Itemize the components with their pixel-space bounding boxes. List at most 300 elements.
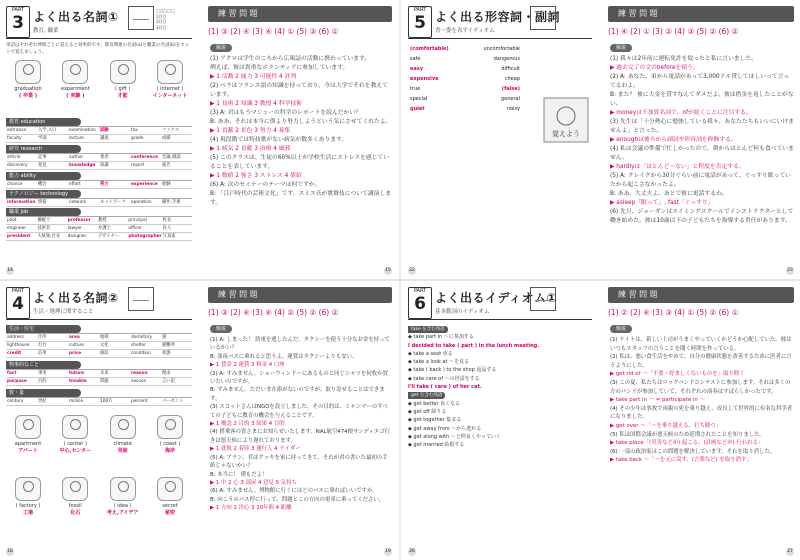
choices-line: ▶ 1 活動 2 能力 3 可能性 4 評判: [210, 74, 297, 80]
exercise-header: 練 習 問 題: [208, 6, 392, 22]
explanation-line: (5) A: クレイグから30分ぐらい前に電話があって、ぐっすり眠っていたから起こさなかったよ。: [610, 173, 791, 188]
internet-illustration: [157, 60, 183, 84]
picture-word: climate: [113, 441, 132, 447]
note-illustration: [536, 94, 594, 150]
vocab-meaning: 知識: [99, 162, 130, 170]
page-part6-idioms: [402, 281, 598, 560]
vocab-word: price: [68, 350, 99, 358]
checklist-item: □□□□□: [156, 8, 175, 13]
checklist-item: 2回目: [156, 19, 167, 24]
hint-line: ▶ asleep「眠って」, fast「ぐっすり」: [610, 200, 714, 206]
hint-line: ▶ get rid of ～「不要・好ましくないものを」取り除く: [610, 371, 745, 378]
explanation-line: (4) その少年は事故で両親の死を乗り越え、成長して世界的に有名な科学者になりました。: [610, 405, 793, 421]
vocab-meaning: 写真家: [162, 233, 192, 241]
vocab-meaning: 操作,手術: [161, 199, 192, 207]
hint-line: ▶ moneyは不加算名詞で、ofが続くことに注目する。: [610, 110, 752, 116]
page-number: 19: [385, 549, 391, 554]
explanation-line: (4) 現段階では特技歌がない病気が数多くあります。: [210, 137, 348, 143]
picture-word: ( coast ): [159, 441, 181, 447]
vocab-meaning: デザイナー: [97, 233, 127, 241]
vocab-meaning: 著者: [99, 154, 130, 162]
vocab-meaning: 世紀: [37, 398, 68, 406]
page-part5-adjectives: [402, 0, 598, 279]
page-number: 27: [787, 549, 793, 554]
vocab-grid: [6, 216, 192, 241]
vocab-meaning: 100万: [99, 398, 130, 406]
gift-illustration: [110, 60, 136, 84]
explanation-line: (2) A: すみません。ショーウィンドーにあるものと同じシャツを何枚か買いたいのですが。: [210, 370, 388, 386]
vocab-meaning: 発見: [37, 162, 68, 170]
picture-answer: 才能: [117, 93, 128, 99]
choices-line: ▶ 1 就航 2 着陸 3 運行人 4 ライダー: [210, 446, 301, 453]
vocab-word: president: [6, 233, 36, 241]
explanation-line: (4) 私は会議の準備で忙しかったので、朝からほとんど何も食べていません。: [610, 146, 794, 161]
vocab-meaning: 情報: [37, 199, 68, 207]
page-number: 14: [7, 268, 13, 273]
part-number: 5: [414, 13, 426, 33]
idiom-example: I'll take ( care ) of her cat.: [408, 384, 482, 391]
hint-line: ▶ take back ～「～を元に戻す、(言葉など) を取り消す」: [610, 457, 752, 464]
vocab-section: [6, 172, 192, 189]
page-number: 22: [409, 268, 415, 273]
explanation-body: [210, 55, 392, 208]
vocab-meaning: 住所: [37, 334, 68, 342]
explanation-line: (6) A: 次のセミナーのテーマは何ですか。: [210, 182, 321, 188]
picture-card: [148, 415, 192, 454]
vocab-section: [6, 325, 192, 358]
vocab-grid: [6, 126, 192, 143]
picture-card: [101, 60, 145, 99]
explanation-body: [610, 55, 794, 226]
vocab-section: [6, 190, 192, 207]
vocab-meaning: 経験: [161, 181, 192, 189]
vocab-word: examination: [68, 127, 99, 135]
vocab-section: [6, 145, 192, 170]
page-subtitle: 基本動詞のイディオム: [435, 309, 490, 315]
vocab-word: chance: [6, 181, 37, 189]
vocab-meaning: 技術者: [36, 225, 66, 233]
vocab-word: author: [68, 154, 99, 162]
explanation-line: (4) 搭乗客の皆さまにお知らせいたします。NAL航空474便サンディエゴ行きは悪天候により遅れております。: [210, 429, 391, 444]
factory-illustration: [15, 477, 41, 501]
vocab-word: grade: [130, 135, 161, 143]
picture-card: [53, 477, 97, 516]
vocab-word: lecture: [68, 135, 99, 143]
vocab-word: condition: [130, 350, 161, 358]
vocab-word: shelter: [130, 342, 161, 350]
antonym-pair: [410, 44, 520, 54]
vocab-word: dormitory: [130, 334, 161, 342]
vocab-meaning: 教授: [97, 217, 127, 225]
vocab-word: entrance: [6, 127, 37, 135]
picture-card: [6, 60, 50, 99]
adjective: (comfortable): [410, 46, 449, 52]
explanation-line: (1) A: しまった！ 終電を逃したんだ。タクシーを使う十分なお金を持っているかい？: [210, 337, 390, 352]
check-box[interactable]: [128, 6, 154, 30]
vocab-grid: [6, 180, 192, 189]
idea-illustration: [110, 477, 136, 501]
exercise-header: 練 習 問 題: [608, 6, 794, 22]
page-number: 18: [7, 549, 13, 554]
picture-row: [6, 415, 192, 454]
explanation-line: (2) A: あなた、弟から電話があって3,000ドル貸してほしいって言ってるわよ。: [610, 74, 790, 89]
idiom-entry: ◆ get away from ～から逃れる: [408, 425, 482, 432]
vocab-word: purpose: [6, 378, 37, 386]
header-rule: [6, 319, 192, 320]
antonym-pair: [410, 104, 520, 114]
vocab-meaning: 寮: [161, 334, 192, 342]
vocab-word: article: [6, 154, 37, 162]
vocab-meaning: 役人: [162, 225, 192, 233]
check-box[interactable]: [128, 287, 154, 311]
picture-answer: ( 実験 ): [66, 93, 85, 99]
vocab-grid: [6, 153, 192, 170]
vocab-meaning: 会議,相談: [161, 154, 192, 162]
explanation-line: (1) 我々は2年前に運転免許を取ったと私に言いました。: [610, 56, 758, 62]
explanation-line: B: すみません。ただいま在庫がないのですが、取り寄せることはできます。: [210, 387, 385, 402]
answer-key: (1) ③ (2) ④ (3) ④ (4) ② (5) ② (6) ②: [208, 308, 339, 317]
choices-line: ▶ 1 数値 2 強さ 3 ストレス 4 債給: [210, 173, 302, 179]
page-subtitle: 教育, 職業: [33, 28, 59, 34]
apartment-illustration: [15, 415, 41, 439]
vocab-grid: [6, 397, 192, 406]
vocab-section: [6, 361, 192, 386]
section-heading: 職業 job: [6, 208, 81, 216]
adjective: special: [410, 96, 428, 102]
vocab-meaning: 校長: [162, 217, 192, 225]
part-label: PART: [11, 7, 25, 13]
vocab-grid: [6, 369, 192, 386]
hint-line: ▶ 過去完了の文のbeforeを使う。: [610, 65, 699, 71]
adjective: expensive: [410, 76, 439, 82]
picture-answer: 海岸: [164, 448, 175, 454]
section-heading: 教育 education: [6, 118, 81, 126]
vocab-meaning: 講義: [99, 135, 130, 143]
explanation-body: [610, 336, 794, 465]
antonym-pair: [410, 94, 520, 104]
vocab-word: principal: [127, 217, 161, 225]
section-heading: 研究 research: [6, 145, 81, 153]
picture-word: ( center ): [63, 441, 87, 447]
vocab-meaning: 努力: [99, 181, 130, 189]
idiom-entry: ◆ take a seat 座る: [408, 350, 453, 357]
picture-word: apartment: [14, 441, 42, 447]
explanation-body: [210, 336, 392, 513]
explanation-line: (5) 私は国際会議が悪天候のため延期されたことを知りました。: [610, 431, 765, 438]
antonym-pairs: [410, 44, 520, 114]
checklist-item: 1回目: [156, 13, 167, 19]
picture-word: ( idea ): [113, 503, 132, 509]
page-title: よく出る名詞②: [33, 291, 119, 305]
explanation-line: (3) スコットさんはNGOを設立しました。その目的は、ミャンマーのすべての子どもに教育の機会を与えることです。: [210, 404, 388, 419]
vocab-meaning: 機会: [37, 181, 68, 189]
idiom-entry: ◆ get off 降りる: [408, 408, 447, 415]
review-checklist: [156, 8, 192, 30]
choices-line: ▶ 1 概念 2 目的 3 結果 4 目的: [210, 421, 285, 428]
explanation-line: B: 向こうのバス停に行って、問題とこの方向の電車に乗ってください。: [210, 496, 385, 503]
explanation-line: B: ああ、それは本当に僕より努力しようという気にさせてくれたよ。: [210, 119, 392, 125]
section-heading: 数・量: [6, 389, 81, 397]
vocab-word: excuse: [130, 378, 161, 386]
vocab-meaning: 避難所: [161, 342, 192, 350]
antonym: dangerous: [493, 56, 520, 62]
note-label: 覚えよう: [552, 130, 580, 138]
antonym: uncomfortable: [483, 46, 520, 52]
fossil-illustration: [62, 477, 88, 501]
vocab-meaning: 試験: [99, 127, 130, 135]
vocab-word: reason: [130, 370, 161, 378]
vocab-word: pilot: [6, 217, 36, 225]
header-rule: [6, 38, 192, 39]
page-part4-vocab: [0, 281, 198, 560]
vocab-meaning: 言い訳: [161, 378, 192, 386]
idiom-entry: ◆ get together 集まる: [408, 417, 462, 424]
vocab-word: information: [7, 200, 36, 205]
choices-line: ▶ 1 賃金 2 運賃 3 料金 4 口座: [210, 362, 285, 369]
vocab-word: faculty: [6, 135, 37, 143]
vocab-word: operation: [130, 199, 161, 207]
idiom-entry: ◆ get along with ～と仲良くやっていく: [408, 433, 501, 440]
vocab-word: future: [68, 370, 99, 378]
part-label: PART: [413, 288, 427, 294]
vocab-meaning: 操縦士: [36, 217, 66, 225]
vocab-meaning: 入学,入口: [37, 127, 68, 135]
vocab-word: address: [6, 334, 37, 342]
check-box[interactable]: [530, 6, 556, 30]
center-illustration: [62, 415, 88, 439]
vocab-meaning: 文化: [99, 342, 130, 350]
vocab-meaning: 報告: [161, 162, 192, 170]
vocab-meaning: 学部: [37, 135, 68, 143]
vocab-word: experience: [130, 181, 161, 189]
experiment-illustration: [62, 60, 88, 84]
vocab-word: trouble: [68, 378, 99, 386]
page-number: 15: [385, 268, 391, 273]
antonym: (false): [501, 86, 520, 92]
picture-answer: 秘密: [164, 510, 175, 516]
antonym: difficult: [501, 66, 520, 72]
antonym-pair: [410, 64, 520, 74]
idiom-entry: ◆ take part in ～に参加する: [408, 334, 474, 341]
antonym-pair: [410, 74, 520, 84]
picture-card: [148, 60, 192, 99]
explanation-line: (6) A: すみません。博物館に行くにはどのバスに乗ればいいですか。: [210, 488, 378, 495]
vocab-grid: [6, 198, 192, 207]
section-heading: テクノロジー technology: [6, 190, 81, 198]
vocab-section: [6, 208, 192, 241]
idiom-group-heading: get を含む熟語: [408, 392, 445, 399]
picture-card: [101, 415, 145, 454]
vocab-meaning: 信用: [37, 350, 68, 358]
page-subtitle: 書～姿を表すイディオム: [435, 28, 495, 34]
hint-line: ▶ get over ～「～を乗り越える、打ち勝つ」: [610, 422, 722, 429]
explanation-label: 解説: [210, 44, 232, 52]
part-tag: [6, 287, 30, 319]
choices-line: ▶ 1 中 2 心 3 部屋 4 意見 5 気持ち: [210, 479, 297, 486]
part-tag: [408, 6, 432, 38]
vocab-word: officer: [127, 225, 161, 233]
climate-illustration: [110, 415, 136, 439]
part-number: 6: [414, 294, 426, 314]
vocab-meaning: 記事: [37, 154, 68, 162]
picture-card: [101, 477, 145, 516]
adjective: safe: [410, 56, 421, 62]
picture-card: [6, 415, 50, 454]
vocab-word: percent: [130, 398, 161, 406]
antonym: cheap: [504, 76, 520, 82]
hint-line: ▶ take part in ～ = participate in ～: [610, 397, 705, 404]
choices-line: ▶ 1 貢献 2 景色 3 努力 4 募集: [210, 128, 291, 134]
part-tag: [408, 287, 432, 319]
vocab-meaning: パーセント: [161, 398, 192, 406]
vocab-word: lighthouse: [6, 342, 37, 350]
picture-answer: アパート: [18, 448, 38, 454]
part-number: 3: [12, 13, 24, 33]
exercise-header: 練 習 問 題: [608, 287, 794, 303]
header-rule: [408, 319, 592, 320]
explanation-line: (2) 私は、悪い食生活をやめて、自分の健康状態を改善するために医者に言うようにした。: [610, 354, 792, 369]
vocab-word: credit: [6, 350, 37, 358]
picture-card: [6, 477, 50, 516]
coast-illustration: [157, 415, 183, 439]
vocab-meaning: 灯台: [37, 342, 68, 350]
page-title: よく出る形容詞・副詞: [435, 10, 561, 24]
vocab-word: engineer: [6, 225, 36, 233]
intro-text: 単語はそれぞれ仲間ごとに覚えると効率的です。教育関連の名詞(a)と職業の名詞(b)をセットで覚えましょう。: [6, 43, 190, 55]
vocab-meaning: ファクス: [161, 127, 192, 135]
explanation-line: B: 深夜バスに乗れると思うよ。運賃はタクシーよりも安い。: [210, 353, 358, 360]
idiom-example: I decided to take ( part ) in the lunch meeting.: [408, 342, 540, 349]
picture-card: [53, 415, 97, 454]
explanation-line: B: 「江戸時代の芸術文化」です。スミス氏が歌舞伎について講演します。: [210, 191, 392, 206]
answer-key: (1) ② (2) ④ (3) ③ (4) ① (5) ② (6) ①: [608, 308, 739, 317]
choices-line: ▶ 1 病気 2 貢献 3 治療 4 風邪: [210, 146, 291, 152]
page-subtitle: 生活・地理に関すること: [33, 309, 94, 315]
vocab-word: professor: [67, 217, 97, 225]
explanation-line: (6) 先月、ジョーダンはスイミングスクールでインストラクターとして働き始めた。彼は10歳以下の子どもたちを指導する責任があります。: [610, 209, 794, 224]
page-number: 26: [409, 549, 415, 554]
answer-key: (1) ③ (2) ④ (3) ④ (4) ① (5) ③ (6) ①: [208, 27, 339, 36]
idiom-entry: ◆ take a look at ～を見る: [408, 359, 470, 366]
explanation-label: 解説: [610, 44, 632, 52]
vocab-grid: [6, 333, 192, 358]
check-box[interactable]: [530, 287, 556, 311]
picture-word: experiment: [60, 86, 90, 92]
page-exercise-part5: [602, 0, 800, 279]
hint-line: ▶ take place「(災害などが) 起こる、(計画などが) 行われる」: [610, 440, 764, 447]
vocab-meaning: 地域: [99, 334, 130, 342]
picture-row: [6, 477, 192, 516]
page-exercise-part4: [202, 281, 398, 560]
adjective: true: [410, 86, 421, 92]
picture-word: graduation: [14, 86, 42, 92]
vocab-meaning: 問題: [99, 378, 130, 386]
vocab-meaning: 状態: [161, 350, 192, 358]
answer-key: (1) ④ (2) ① (3) ② (4) ③ (5) ② (6) ②: [608, 27, 739, 36]
picture-answer: 化石: [70, 510, 81, 516]
exercise-header: 練 習 問 題: [208, 287, 392, 303]
choices-line: ▶ 1 方向 2 決心 3 10年間 4 距離: [210, 505, 292, 512]
vocab-meaning: 事実: [37, 370, 68, 378]
checklist-item: 3回目: [156, 24, 167, 30]
picture-word: ( internet ): [156, 86, 184, 92]
part-label: PART: [413, 7, 427, 13]
explanation-line: 例えば、彼は貴重なボランティアに参加しています。: [210, 65, 349, 71]
page-exercise-part3: [202, 0, 398, 279]
idiom-entry: ◆ get better 良くなる: [408, 400, 461, 407]
picture-row: [6, 60, 192, 99]
idiom-list: [408, 325, 592, 449]
explanation-line: (3) A: 君はもうマシューの科学のレポートを読んだかい？: [210, 110, 361, 116]
vocab-word: effort: [68, 181, 99, 189]
picture-answer: 気候: [117, 448, 128, 454]
picture-card: [148, 477, 192, 516]
vocab-word: network: [68, 199, 99, 207]
explanation-line: (1) ケイトは、新しい上司がうまくやっていくかどうか心配していた。彼はいつもスタッフの言うことを聞く時間を作っている。: [610, 337, 792, 352]
antonym: noisy: [506, 106, 520, 112]
vocab-word: century: [6, 398, 37, 406]
part-tag: [6, 6, 30, 38]
page-exercise-part6: [602, 281, 800, 560]
section-heading: 生活・住宅: [6, 325, 81, 333]
explanation-line: B: 本当に！ 僕もだよ！: [210, 471, 268, 478]
choices-line: ▶ 1 技術 2 知識 3 教授 4 科学技術: [210, 101, 302, 107]
idiom-group-heading: take を含む熟語: [408, 326, 448, 333]
picture-answer: 工場: [22, 510, 33, 516]
section-heading: 能力 ability: [6, 172, 81, 180]
explanation-line: B: ああ、大丈夫よ。あとで彼に電話するわ。: [610, 191, 728, 197]
idiom-entry: ◆ get married 結婚する: [408, 442, 465, 449]
idiom-entry: ◆ take ( back ) to the shop 返品する: [408, 367, 497, 374]
vocab-section: [6, 389, 192, 406]
explanation-line: (3) この夏、私たちはロックバンドコンテストに参加します。それは多くの方のバンドが参加していて、それぞれの演奏はすばらしかったです。: [610, 379, 791, 395]
vocab-word: fax: [130, 127, 161, 135]
adjective: quiet: [410, 106, 425, 112]
vocab-word: area: [68, 334, 99, 342]
picture-word: ( factory ): [15, 503, 41, 509]
part-number: 4: [12, 294, 24, 314]
picture-answer: 中心,センター: [59, 448, 92, 454]
picture-word: ( gift ): [115, 86, 131, 92]
explanation-line: (1) アクロは学生のころから広報誌の活動に携わっています。: [210, 56, 371, 62]
vocab-meaning: 値段: [99, 350, 130, 358]
explanation-line: (5) このクラスは、生徒の60%以上が学校生活にストレスを感じていることを表しています。: [210, 155, 390, 170]
page-number: 23: [787, 268, 793, 273]
antonym-pair: [410, 54, 520, 64]
explanation-line: (5) A: アラン、君はクッキを家に持ってきて、それが君の書いた最初の手紙じゃないかい？: [210, 454, 388, 470]
vocab-meaning: 目的: [37, 378, 68, 386]
vocab-section: [6, 118, 192, 143]
picture-answer: インターネット: [152, 93, 188, 99]
vocab-meaning: ネットワーク: [99, 199, 130, 207]
explanation-label: 解説: [210, 325, 232, 333]
vocab-word: culture: [68, 342, 99, 350]
picture-word: secret: [162, 503, 178, 509]
header-rule: [408, 38, 592, 39]
idiom-entry: ◆ take care of ～の世話をする: [408, 375, 480, 382]
hint-line: ▶ hardlyは「ほとんど～ない」と程度を否定する。: [610, 164, 745, 170]
picture-card: [53, 60, 97, 99]
explanation-line: (6) 一部の政治家はこの問題を解決しています。それを取り消した。: [610, 448, 776, 455]
vocab-word: report: [130, 162, 161, 170]
page-title: よく出るイディオム①: [435, 291, 558, 305]
vocab-word: fact: [6, 370, 37, 378]
vocab-meaning: 大統領,社長: [36, 233, 66, 241]
picture-answer: 考え,アイデア: [106, 510, 139, 516]
vocab-meaning: 理由: [161, 370, 192, 378]
antonym-pair: [410, 84, 520, 94]
explanation-label: 解説: [610, 325, 632, 333]
